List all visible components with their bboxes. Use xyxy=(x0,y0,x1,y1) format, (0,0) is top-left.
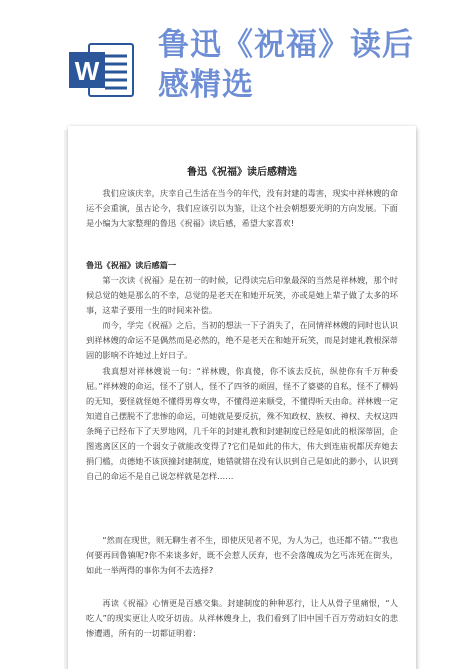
paragraph: 再读《祝福》心情更是百感交集。封建制度的种种恶行，让人从骨子里痛恨，“人吃人”的现实更让人咬牙切齿。从祥林嫂身上，我们看到了旧中国千百万劳动妇女的悲惨遭遇，所有的一切都证明着： xyxy=(86,598,398,638)
section-heading: 鲁迅《祝福》读后感篇一 xyxy=(86,260,177,270)
word-logo-letter: W xyxy=(74,56,100,86)
paragraph-intro: 我们应该庆幸，庆幸自己生活在当今的年代，没有封建的毒害，现实中祥林嫂的命运不会重演，虽古论今，我们应该引以为鉴，让这个社会朝想要光明的方向发展。下面是小编为大家整理的鲁迅《祝福》读后感，希望大家喜欢! xyxy=(86,188,398,228)
header-banner xyxy=(0,0,474,130)
paragraph: “然而在现世，则无聊生者不生，即使厌见者不见，为人为己，也还都不错。”“我也何要再回鲁镇呢?你不来谈多好，既不会惹人厌弃，也不会落魄成为乞丐冻死在街头，如此一举两得的事你为何不去选择? xyxy=(86,535,398,575)
page-title-line-2: 感精选 xyxy=(158,67,254,103)
document-paper xyxy=(68,126,416,669)
page-title-line-1: 鲁迅《祝福》读后 xyxy=(158,27,414,63)
paragraph: 我真想对祥林嫂说一句：“祥林嫂，你真傻，你不该去反抗，纵使你有千万种委屈。”祥林嫂的命运，怪不了别人，怪不了四爷的顽固，怪不了婆婆的自私，怪不了柳妈的无知，要怪就怪她不懂得男尊女卑，不懂得逆来顺受，不懂得听天由命。祥林嫂一定知道自己摆脱不了悲惨的命运，可她就是要反抗，殊不知政权、族权、神权、夫权这四条绳子已经布下了天罗地网，几千年的封建礼教和封建制度已经是如此的根深蒂固，企图逃离区区的一个弱女子就能改变得了?它们是如此的伟大，伟大到连庙祝都厌弃她去捐门槛，贞德她不该顶撞封建制度，她错就错在没有认识到自己是如此的渺小，认识到自己的命运不是自己说怎样就是怎样…… xyxy=(86,366,398,481)
document-title: 鲁迅《祝福》读后感精选 xyxy=(187,167,297,178)
paragraph: 而今，学完《祝福》之后，当初的想法一下子消失了，在同情祥林嫂的同时也认识到祥林嫂的命运不是偶然而是必然的，绝不是老天在和她开玩笑，而是封建礼教根深蒂固的影响不许她过上好日子。 xyxy=(86,320,398,360)
page-title xyxy=(158,25,458,105)
word-document-icon xyxy=(67,40,135,100)
paragraph: 第一次读《祝福》是在初一的时候，记得读完后印象最深的当然是祥林嫂，那个时候总觉的她是那么的不幸，总觉的是老天在和她开玩笑，亦或是她上辈子做了太多的坏事，这辈子要用一生的时间来补偿。 xyxy=(86,275,398,315)
